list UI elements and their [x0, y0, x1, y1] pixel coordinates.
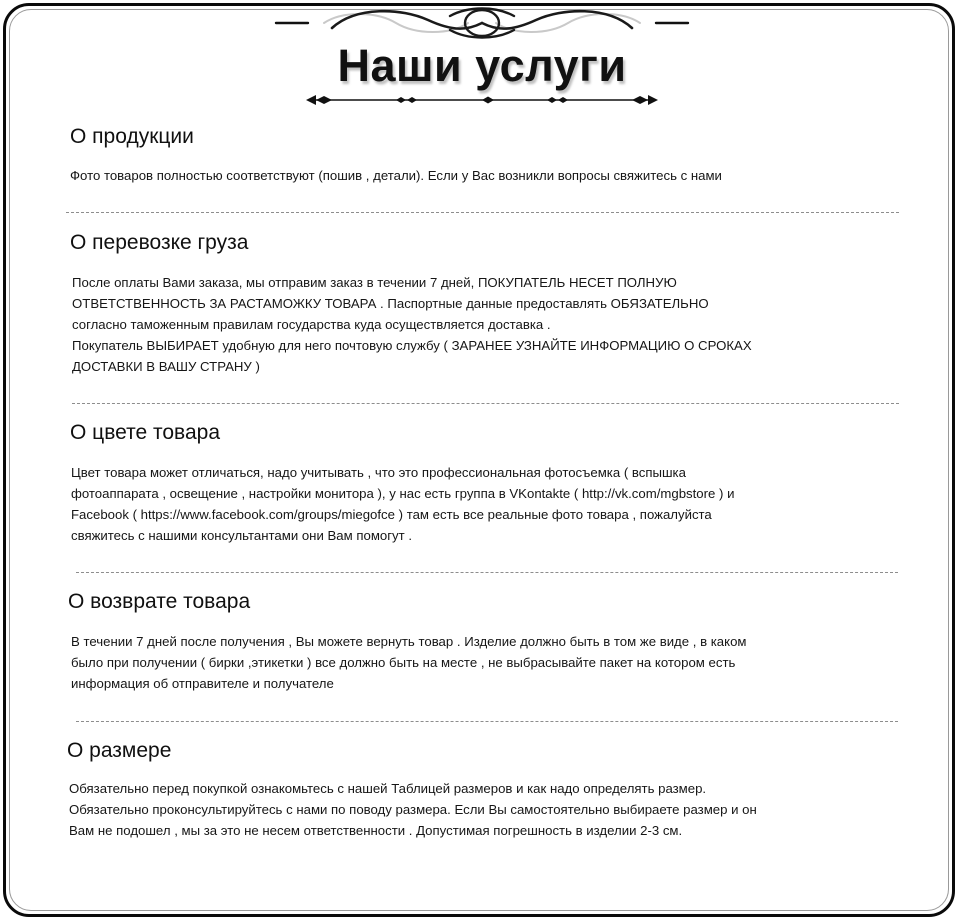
- body-line: фотоаппарата , освещение , настройки монитора ), у нас есть группа в VKontakte ( http://vk.com/mgbstore ) и: [71, 485, 735, 501]
- section-heading-size: О размере: [67, 739, 172, 762]
- body-line: ОТВЕТСТВЕННОСТЬ ЗА РАСТАМОЖКУ ТОВАРА . Паспортные данные предоставлять ОБЯЗАТЕЛЬНО: [72, 295, 709, 311]
- section-return: [68, 589, 958, 694]
- page-frame: [3, 3, 955, 917]
- section-divider: [76, 572, 898, 573]
- body-line: После оплаты Вами заказа, мы отправим заказ в течении 7 дней, ПОКУПАТЕЛЬ НЕСЕТ ПОЛНУЮ: [72, 274, 677, 290]
- section-body-color: [71, 462, 958, 546]
- body-line: Цвет товара может отличаться, надо учитывать , что это профессиональная фотосъемка ( вспышка: [71, 464, 686, 480]
- section-shipping: [70, 230, 958, 376]
- body-line: свяжитесь с нашими консультантами они Вам помогут .: [71, 527, 413, 543]
- section-body-products: [70, 165, 958, 186]
- section-heading-color: О цвете товара: [70, 420, 221, 444]
- body-line: Покупатель ВЫБИРАЕТ удобную для него почтовую службу ( ЗАРАНЕЕ УЗНАЙТЕ ИНФОРМАЦИЮ О СРОКАХ: [72, 337, 752, 353]
- section-divider: [66, 212, 899, 213]
- section-heading-return: О возврате товара: [68, 589, 251, 613]
- sections-list: [6, 110, 958, 841]
- section-divider: [72, 403, 899, 404]
- decorative-flourish-icon: [6, 6, 958, 40]
- section-size: [67, 738, 958, 841]
- section-body-shipping: [72, 272, 958, 377]
- page-header: [6, 6, 958, 110]
- body-line: согласно таможенным правилам государства куда осуществляется доставка .: [72, 316, 551, 332]
- section-body-size: [69, 778, 958, 841]
- page-content: [6, 6, 958, 920]
- body-line: информация об отправителе и получателе: [71, 676, 334, 691]
- diamond-rule-icon: [6, 90, 958, 110]
- body-line: В течении 7 дней после получения , Вы можете вернуть товар . Изделие должно быть в том же виде , в каком: [71, 634, 747, 649]
- section-products: [70, 124, 958, 186]
- section-body-return: [71, 631, 958, 694]
- body-line: ДОСТАВКИ В ВАШУ СТРАНУ ): [72, 358, 260, 374]
- body-line: Facebook ( https://www.facebook.com/groups/miegofce ) там есть все реальные фото товара , пожалуйста: [71, 506, 712, 522]
- section-heading-products: О продукции: [70, 125, 194, 148]
- body-line: было при получении ( бирки ,этикетки ) все должно быть на месте , не выбрасывайте пакет на котором есть: [71, 655, 736, 670]
- body-line: Обязательно проконсультируйтесь с нами по поводу размера. Если Вы самостоятельно выбираете размер и он: [69, 802, 757, 818]
- body-line: Вам не подошел , мы за это не несем ответственности . Допустимая погрешность в изделии 2-3 см.: [69, 823, 683, 839]
- section-heading-shipping: О перевозке груза: [70, 231, 249, 255]
- section-color: [70, 420, 958, 546]
- page-title: Наши услуги: [337, 40, 627, 91]
- section-divider: [76, 721, 898, 722]
- body-line: Обязательно перед покупкой ознакомьтесь с нашей Таблицей размеров и как надо определять размер.: [69, 781, 707, 797]
- body-line: Фото товаров полностью соответствуют (пошив , детали). Если у Вас возникли вопросы свяжитесь с нами: [70, 168, 722, 184]
